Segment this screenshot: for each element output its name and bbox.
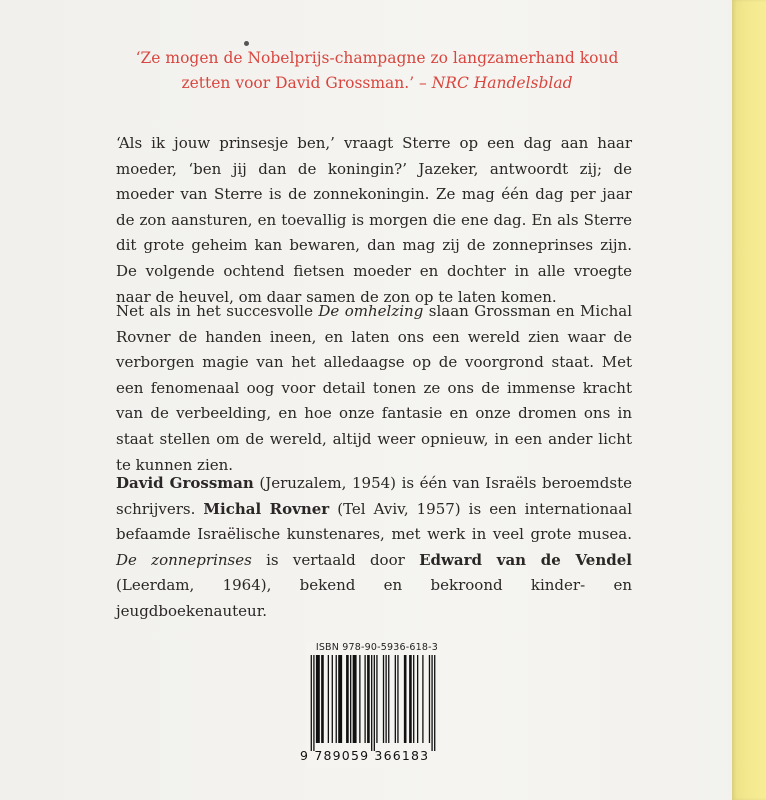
- barcode-bar: [332, 655, 333, 743]
- barcode-bar: [371, 655, 372, 751]
- illustrator-bio: (Tel Aviv, 1957) is een internationaal befaamde Israëlische kunstenares, met werk in veel grote musea.: [116, 499, 632, 544]
- barcode-bar: [316, 655, 320, 743]
- collaboration-paragraph: [116, 299, 632, 478]
- book-title: De zonneprinses: [116, 550, 252, 569]
- barcode-bar: [383, 655, 384, 743]
- p2-book-title: De omhelzing: [318, 302, 424, 320]
- barcode-bar: [422, 655, 423, 743]
- ean-digits: 9 789059 366183: [300, 748, 430, 763]
- barcode: [308, 655, 438, 751]
- isbn-label: ISBN 978-90-5936-618-3: [315, 642, 438, 653]
- yellow-spine: [732, 0, 766, 800]
- quote-source: NRC Handelsblad: [431, 74, 573, 92]
- barcode-bar: [409, 655, 412, 743]
- barcode-bar: [404, 655, 407, 743]
- translator-bio: (Leerdam, 1964), bekend en bekroond kinder- en jeugdboekenauteur.: [116, 576, 632, 620]
- press-quote: [110, 46, 644, 96]
- barcode-bar: [429, 655, 430, 743]
- barcode-bar: [417, 655, 418, 743]
- barcode-bar: [385, 655, 386, 743]
- barcode-bar: [434, 655, 435, 751]
- barcode-bar: [413, 655, 414, 743]
- barcode-bar: [328, 655, 329, 743]
- barcode-bar: [313, 655, 314, 751]
- barcode-bar: [336, 655, 337, 743]
- barcode-bar: [395, 655, 396, 743]
- barcode-bar: [353, 655, 357, 743]
- barcode-bar: [431, 655, 432, 751]
- barcode-bar: [346, 655, 349, 743]
- barcode-bar: [367, 655, 370, 743]
- barcode-bar: [376, 655, 377, 743]
- authors-paragraph: [116, 471, 632, 625]
- author-bio: (Jeruzalem, 1954) is één van Israëls beroemdste schrijvers.: [116, 474, 632, 518]
- illustrator-name: Michal Rovner: [203, 499, 330, 518]
- p2-after: slaan Grossman en Michal Rovner de handen ineen, en laten ons een wereld zien waar de verborgen magie van het alledaagse op de voorgrond staat. Met een fenomenaal oog voor detail tonen ze ons de immense kracht van de verbeelding, en hoe onze fantasie en onze dromen ons in staat stellen om de wereld, altijd weer opnieuw, in een ander licht te kunnen zien.: [116, 302, 633, 474]
- barcode-bar: [359, 655, 360, 743]
- translation-note: is vertaald door: [251, 550, 420, 569]
- barcode-bar: [338, 655, 342, 743]
- author-name: David Grossman: [116, 474, 254, 492]
- translator-name: Edward van de Vendel: [419, 550, 632, 569]
- quote-text: ‘Ze mogen de Nobelprijs-champagne zo langzamerhand koud zetten voor David Grossman.’ –: [135, 49, 619, 92]
- barcode-bar: [374, 655, 375, 751]
- synopsis-paragraph: ‘Als ik jouw prinsesje ben,’ vraagt Sterre op een dag aan haar moeder, ‘ben jij dan de koningin?’ Jazeker, antwoordt zij; de moeder van Sterre is de zonnekoningin. Ze mag één dag per jaar de zon aansturen, en toevallig is morgen die ene dag. En als Sterre dit grote geheim kan bewaren, dan mag zij de zonneprinses zijn. De volgende ochtend fietsen moeder en dochter in alle vroegte naar de heuvel, om daar samen de zon op te laten komen.: [116, 134, 632, 306]
- barcode-bar: [397, 655, 398, 743]
- barcode-bar: [364, 655, 365, 743]
- barcode-bar: [311, 655, 312, 751]
- barcode-bar: [321, 655, 324, 743]
- p2-before: Net als in het succesvolle: [116, 302, 319, 320]
- barcode-bar: [350, 655, 351, 743]
- barcode-bar: [388, 655, 389, 743]
